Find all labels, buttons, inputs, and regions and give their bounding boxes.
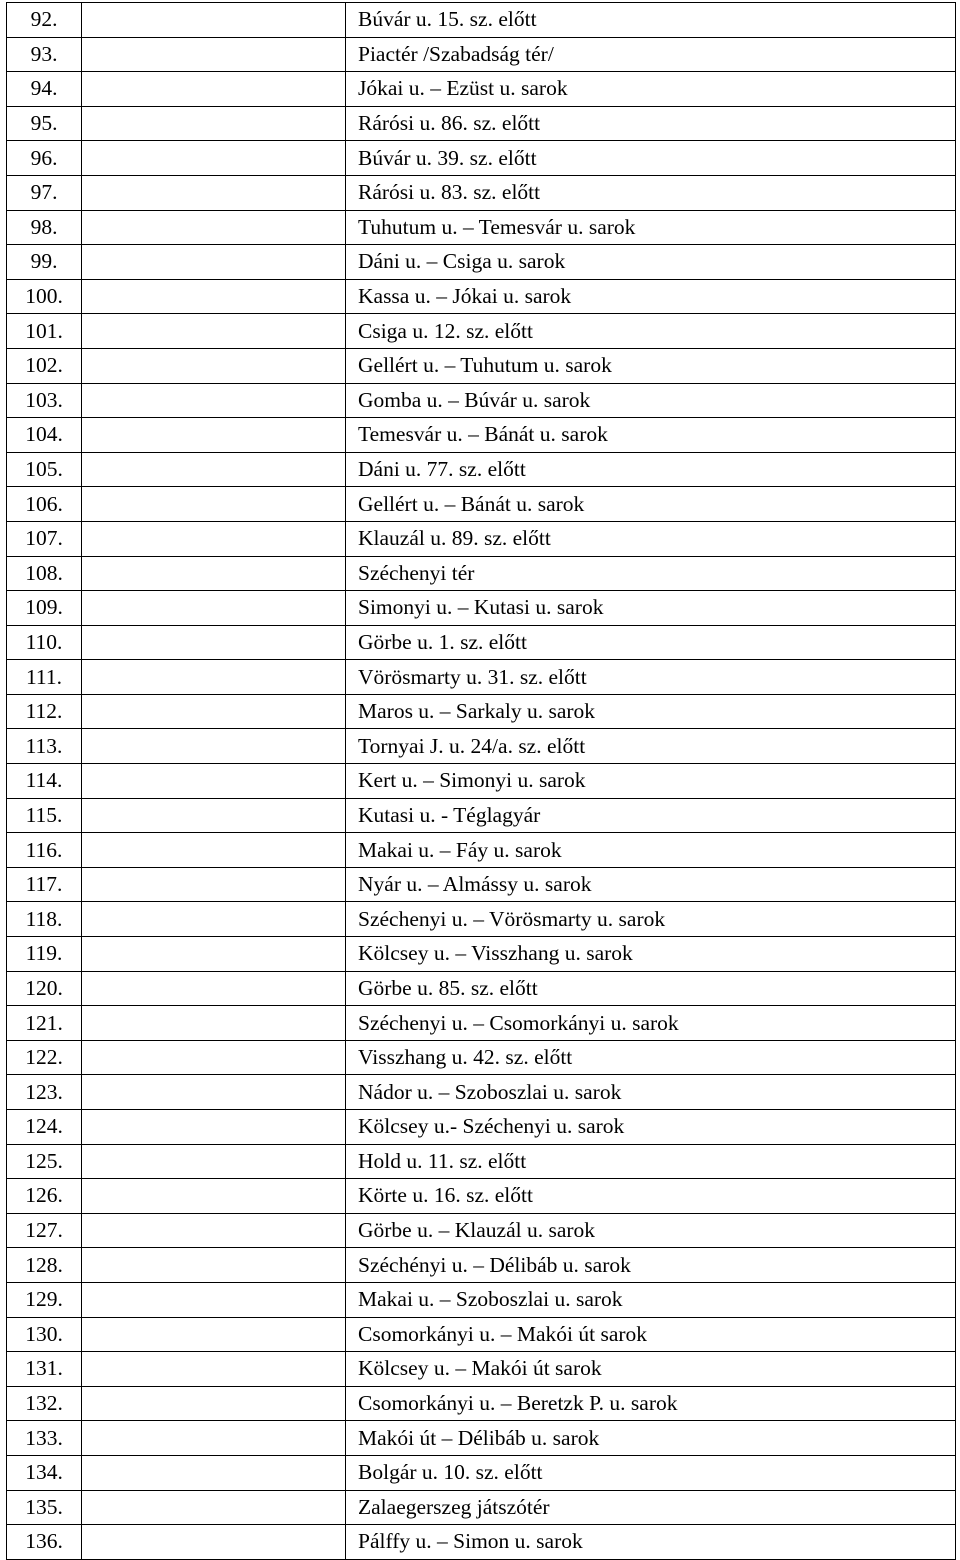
table-row: [7, 3, 956, 38]
empty-cell: [82, 418, 346, 453]
empty-cell: [82, 279, 346, 314]
empty-cell: [82, 72, 346, 107]
empty-cell: [82, 625, 346, 660]
table-row: [7, 1179, 956, 1214]
row-number: 109.: [7, 591, 82, 626]
location-cell: Gellért u. – Tuhutum u. sarok: [346, 348, 956, 383]
table-row: [7, 591, 956, 626]
empty-cell: [82, 833, 346, 868]
table-row: [7, 1075, 956, 1110]
location-cell: Rárósi u. 83. sz. előtt: [346, 175, 956, 210]
location-cell: Dáni u. – Csiga u. sarok: [346, 245, 956, 280]
empty-cell: [82, 348, 346, 383]
empty-cell: [82, 1317, 346, 1352]
table-row: [7, 72, 956, 107]
row-number: 116.: [7, 833, 82, 868]
row-number: 133.: [7, 1421, 82, 1456]
location-cell: Körte u. 16. sz. előtt: [346, 1179, 956, 1214]
row-number: 113.: [7, 729, 82, 764]
location-cell: Széchényi u. – Délibáb u. sarok: [346, 1248, 956, 1283]
location-cell: Kölcsey u.- Széchenyi u. sarok: [346, 1110, 956, 1145]
location-cell: Csiga u. 12. sz. előtt: [346, 314, 956, 349]
row-number: 94.: [7, 72, 82, 107]
empty-cell: [82, 487, 346, 522]
location-cell: Dáni u. 77. sz. előtt: [346, 452, 956, 487]
table-row: [7, 1455, 956, 1490]
location-cell: Makai u. – Fáy u. sarok: [346, 833, 956, 868]
table-row: [7, 694, 956, 729]
location-cell: Temesvár u. – Bánát u. sarok: [346, 418, 956, 453]
table-row: [7, 937, 956, 972]
table-row: [7, 556, 956, 591]
row-number: 111.: [7, 660, 82, 695]
table-row: [7, 1490, 956, 1525]
empty-cell: [82, 729, 346, 764]
empty-cell: [82, 971, 346, 1006]
empty-cell: [82, 1006, 346, 1041]
empty-cell: [82, 1352, 346, 1387]
table-row: [7, 279, 956, 314]
location-cell: Széchenyi u. – Vörösmarty u. sarok: [346, 902, 956, 937]
table-row: [7, 106, 956, 141]
location-cell: Tuhutum u. – Temesvár u. sarok: [346, 210, 956, 245]
empty-cell: [82, 694, 346, 729]
row-number: 120.: [7, 971, 82, 1006]
empty-cell: [82, 383, 346, 418]
row-number: 134.: [7, 1455, 82, 1490]
row-number: 118.: [7, 902, 82, 937]
empty-cell: [82, 521, 346, 556]
empty-cell: [82, 1490, 346, 1525]
row-number: 119.: [7, 937, 82, 972]
row-number: 122.: [7, 1040, 82, 1075]
table-row: [7, 1248, 956, 1283]
row-number: 102.: [7, 348, 82, 383]
location-cell: Jókai u. – Ezüst u. sarok: [346, 72, 956, 107]
table-row: [7, 1525, 956, 1560]
table-row: [7, 1352, 956, 1387]
empty-cell: [82, 1386, 346, 1421]
row-number: 115.: [7, 798, 82, 833]
table-row: [7, 660, 956, 695]
row-number: 105.: [7, 452, 82, 487]
location-cell: Vörösmarty u. 31. sz. előtt: [346, 660, 956, 695]
location-cell: Maros u. – Sarkaly u. sarok: [346, 694, 956, 729]
row-number: 132.: [7, 1386, 82, 1421]
table-row: [7, 1421, 956, 1456]
row-number: 127.: [7, 1213, 82, 1248]
empty-cell: [82, 1282, 346, 1317]
row-number: 125.: [7, 1144, 82, 1179]
location-cell: Búvár u. 15. sz. előtt: [346, 3, 956, 38]
empty-cell: [82, 902, 346, 937]
location-cell: Piactér /Szabadság tér/: [346, 37, 956, 72]
row-number: 104.: [7, 418, 82, 453]
location-cell: Pálffy u. – Simon u. sarok: [346, 1525, 956, 1560]
table-row: [7, 1110, 956, 1145]
row-number: 117.: [7, 867, 82, 902]
table-row: [7, 729, 956, 764]
location-table: [6, 2, 956, 1560]
empty-cell: [82, 660, 346, 695]
empty-cell: [82, 1421, 346, 1456]
location-cell: Visszhang u. 42. sz. előtt: [346, 1040, 956, 1075]
table-row: [7, 833, 956, 868]
row-number: 126.: [7, 1179, 82, 1214]
location-cell: Görbe u. 1. sz. előtt: [346, 625, 956, 660]
location-cell: Zalaegerszeg játszótér: [346, 1490, 956, 1525]
empty-cell: [82, 1213, 346, 1248]
row-number: 114.: [7, 764, 82, 799]
row-number: 135.: [7, 1490, 82, 1525]
location-cell: Kutasi u. - Téglagyár: [346, 798, 956, 833]
row-number: 101.: [7, 314, 82, 349]
table-row: [7, 1386, 956, 1421]
empty-cell: [82, 37, 346, 72]
empty-cell: [82, 556, 346, 591]
empty-cell: [82, 1455, 346, 1490]
location-cell: Hold u. 11. sz. előtt: [346, 1144, 956, 1179]
empty-cell: [82, 314, 346, 349]
row-number: 96.: [7, 141, 82, 176]
table-row: [7, 141, 956, 176]
row-number: 99.: [7, 245, 82, 280]
location-table-body: [7, 3, 956, 1560]
table-row: [7, 521, 956, 556]
empty-cell: [82, 1075, 346, 1110]
table-row: [7, 1213, 956, 1248]
location-cell: Kölcsey u. – Visszhang u. sarok: [346, 937, 956, 972]
row-number: 129.: [7, 1282, 82, 1317]
location-cell: Nádor u. – Szoboszlai u. sarok: [346, 1075, 956, 1110]
empty-cell: [82, 452, 346, 487]
location-cell: Kölcsey u. – Makói út sarok: [346, 1352, 956, 1387]
row-number: 97.: [7, 175, 82, 210]
empty-cell: [82, 141, 346, 176]
row-number: 110.: [7, 625, 82, 660]
table-row: [7, 798, 956, 833]
table-row: [7, 1144, 956, 1179]
empty-cell: [82, 106, 346, 141]
empty-cell: [82, 798, 346, 833]
location-cell: Görbe u. – Klauzál u. sarok: [346, 1213, 956, 1248]
row-number: 123.: [7, 1075, 82, 1110]
location-cell: Bolgár u. 10. sz. előtt: [346, 1455, 956, 1490]
row-number: 92.: [7, 3, 82, 38]
empty-cell: [82, 175, 346, 210]
row-number: 128.: [7, 1248, 82, 1283]
row-number: 112.: [7, 694, 82, 729]
table-row: [7, 971, 956, 1006]
table-row: [7, 210, 956, 245]
table-row: [7, 1006, 956, 1041]
location-cell: Görbe u. 85. sz. előtt: [346, 971, 956, 1006]
location-cell: Kassa u. – Jókai u. sarok: [346, 279, 956, 314]
table-row: [7, 867, 956, 902]
location-cell: Széchenyi tér: [346, 556, 956, 591]
location-cell: Klauzál u. 89. sz. előtt: [346, 521, 956, 556]
table-row: [7, 175, 956, 210]
row-number: 136.: [7, 1525, 82, 1560]
row-number: 107.: [7, 521, 82, 556]
empty-cell: [82, 764, 346, 799]
table-row: [7, 1282, 956, 1317]
location-cell: Tornyai J. u. 24/a. sz. előtt: [346, 729, 956, 764]
row-number: 124.: [7, 1110, 82, 1145]
table-row: [7, 37, 956, 72]
empty-cell: [82, 3, 346, 38]
location-cell: Gomba u. – Búvár u. sarok: [346, 383, 956, 418]
location-cell: Kert u. – Simonyi u. sarok: [346, 764, 956, 799]
empty-cell: [82, 867, 346, 902]
location-cell: Búvár u. 39. sz. előtt: [346, 141, 956, 176]
row-number: 95.: [7, 106, 82, 141]
row-number: 131.: [7, 1352, 82, 1387]
table-row: [7, 245, 956, 280]
table-row: [7, 418, 956, 453]
table-row: [7, 348, 956, 383]
table-row: [7, 1040, 956, 1075]
empty-cell: [82, 1040, 346, 1075]
row-number: 93.: [7, 37, 82, 72]
location-cell: Makai u. – Szoboszlai u. sarok: [346, 1282, 956, 1317]
row-number: 121.: [7, 1006, 82, 1041]
table-row: [7, 1317, 956, 1352]
row-number: 106.: [7, 487, 82, 522]
row-number: 130.: [7, 1317, 82, 1352]
table-row: [7, 764, 956, 799]
location-cell: Csomorkányi u. – Beretzk P. u. sarok: [346, 1386, 956, 1421]
empty-cell: [82, 1144, 346, 1179]
location-cell: Makói út – Délibáb u. sarok: [346, 1421, 956, 1456]
location-cell: Simonyi u. – Kutasi u. sarok: [346, 591, 956, 626]
location-cell: Széchenyi u. – Csomorkányi u. sarok: [346, 1006, 956, 1041]
empty-cell: [82, 1248, 346, 1283]
table-row: [7, 314, 956, 349]
location-cell: Nyár u. – Almássy u. sarok: [346, 867, 956, 902]
table-row: [7, 487, 956, 522]
empty-cell: [82, 591, 346, 626]
table-row: [7, 902, 956, 937]
table-row: [7, 452, 956, 487]
empty-cell: [82, 1179, 346, 1214]
table-row: [7, 625, 956, 660]
row-number: 98.: [7, 210, 82, 245]
row-number: 103.: [7, 383, 82, 418]
location-cell: Rárósi u. 86. sz. előtt: [346, 106, 956, 141]
empty-cell: [82, 1110, 346, 1145]
empty-cell: [82, 1525, 346, 1560]
empty-cell: [82, 937, 346, 972]
empty-cell: [82, 210, 346, 245]
empty-cell: [82, 245, 346, 280]
row-number: 100.: [7, 279, 82, 314]
table-row: [7, 383, 956, 418]
location-cell: Gellért u. – Bánát u. sarok: [346, 487, 956, 522]
row-number: 108.: [7, 556, 82, 591]
location-cell: Csomorkányi u. – Makói út sarok: [346, 1317, 956, 1352]
